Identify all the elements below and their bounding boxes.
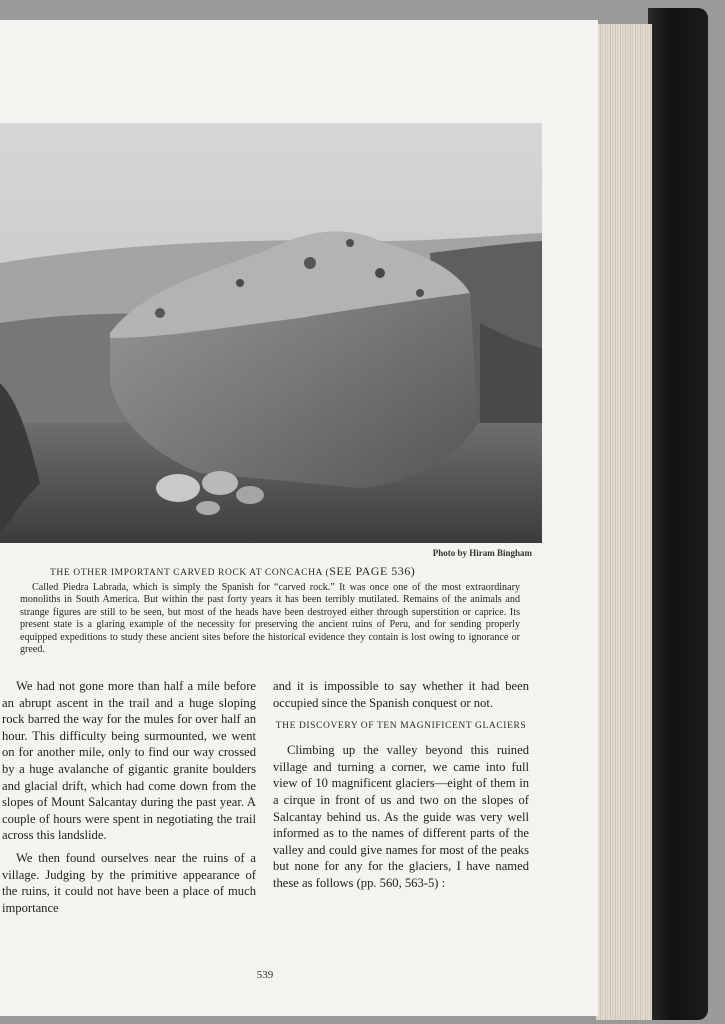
right-text-column: [273, 678, 529, 898]
carved-rock-photo: [0, 123, 542, 543]
book-page: [0, 20, 598, 1016]
section-subheading: THE DISCOVERY OF TEN MAGNIFICENT GLACIERS: [275, 721, 527, 732]
rock-photo-illustration: [0, 123, 542, 543]
book-spine: [648, 8, 708, 1020]
caption-page-ref: SEE PAGE 536): [329, 564, 416, 578]
right-paragraph-2: Climbing up the valley beyond this ruined village and turning a corner, we came into full view of 10 magnificent glaciers—eight of them in a cirque in front of us and two on the slopes of Salcantay behind us. As the guide was very well informed as to the names of different parts of the valley and could give names for most of the peaks but none for any for the glaciers, I have named these as follows (pp. 560, 563-5) :: [273, 743, 529, 890]
photo-credit: Photo by Hiram Bingham: [432, 548, 532, 558]
left-paragraph-2: We then found ourselves near the ruins of a village. Judging by the primitive appearance of the ruins, it could not have been a place of much importance: [2, 850, 256, 915]
page-number: 539: [256, 969, 274, 981]
photo-caption-title: [50, 564, 500, 579]
left-text-column: [0, 678, 256, 922]
photo-caption-body: Called Piedra Labrada, which is simply the Spanish for “carved rock.” It was once one of the most extraordinary monoliths in South America. But within the past forty years it has been terribly mutilated. Remains of the animals and strange figures are still to be seen, but most of the heads have been destroyed either through superstition or caprice. Its present state is a glaring example of the necessity for preserving the ancient ruins of Peru, and for sending properly equipped expeditions to study these ancient sites before the historical evidence they contain is lost owing to ignorance or greed.: [20, 582, 520, 656]
caption-title-text: THE OTHER IMPORTANT CARVED ROCK AT CONCACHA (: [50, 568, 330, 578]
left-paragraph-1: We had not gone more than half a mile before an abrupt ascent in the trail and a huge sloping rock barred the way for the mules for over half an hour. This difficulty being surmounted, we went on for another mile, only to find our way crossed by a huge avalanche of gigantic granite boulders and glacial drift, which had come down from the slopes of Mount Salcantay during the past year. A couple of hours were spent in negotiating the trail across this landslide.: [2, 679, 256, 843]
page-edges: [596, 24, 652, 1020]
right-paragraph-1: and it is impossible to say whether it had been occupied since the Spanish conquest or not.: [273, 679, 529, 710]
